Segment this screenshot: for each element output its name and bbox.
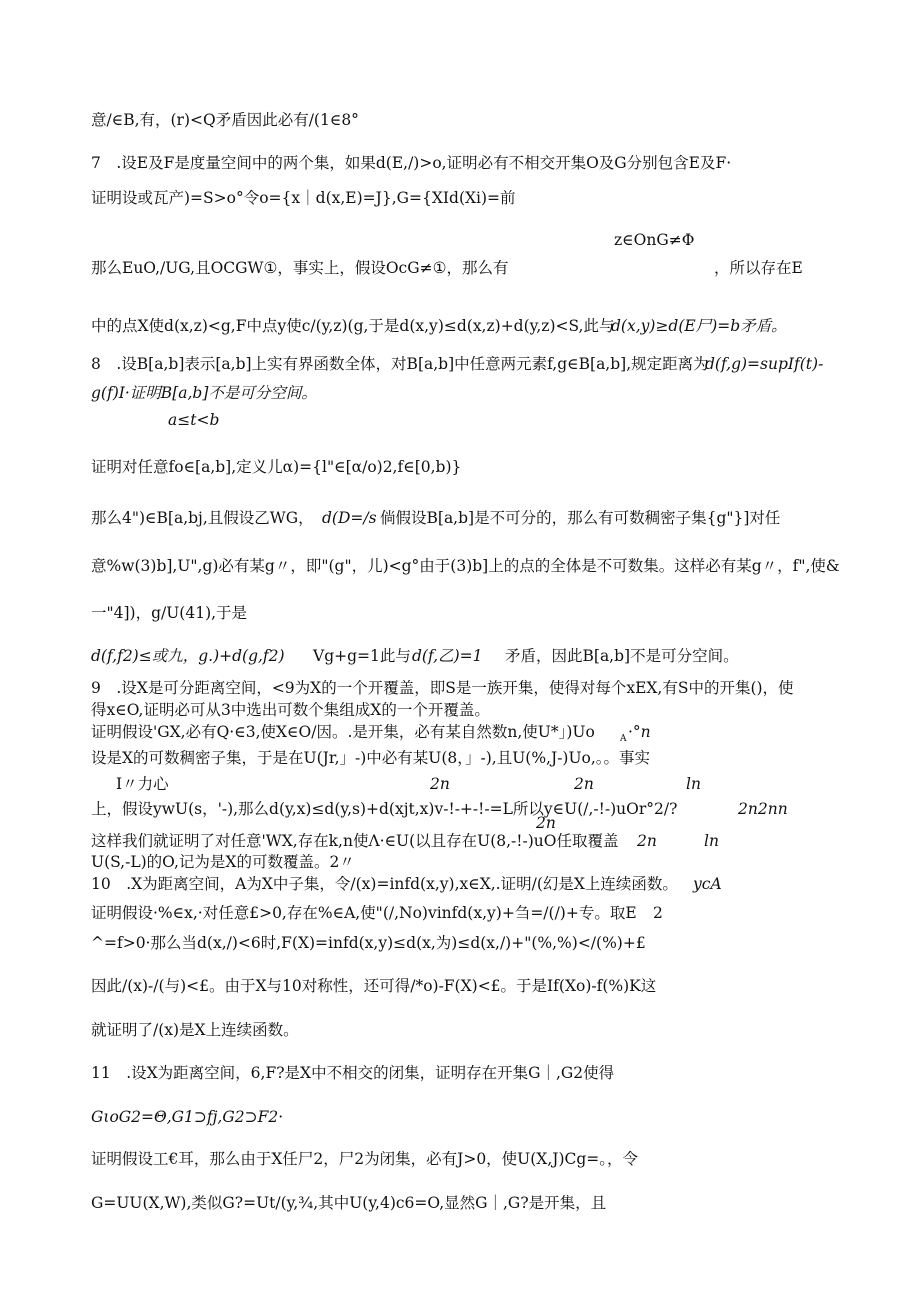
- text-line: ln: [686, 775, 701, 793]
- text-line: 这样我们就证明了对任意'WX,存在k,n使Λ·∈U(以且存在U(8,-!-)uO任取覆盖: [91, 832, 619, 850]
- text-line: 一"4])，g/U(41),于是: [91, 604, 248, 622]
- text-line: ycA: [693, 875, 722, 893]
- text-line: d(f,f2)≤或九，g.)+d(g,f2): [91, 647, 285, 665]
- text-line: 意%w(3)b],U",g)必有某g〃，即"(g"，儿)<g°由于(3)b]上的点的全体是不可数集。这样必有某g〃，f",使&: [91, 557, 840, 575]
- text-line: 2n: [637, 832, 657, 850]
- text-line: 10 .X为距离空间，A为X中子集，令/(x)=infd(x,y),x∈X,.证明/(幻是X上连续函数。: [91, 875, 678, 893]
- text-line: U(S,-L)的O,记为是X的可数覆盖。2〃: [91, 853, 355, 871]
- text-line: 意/∈B,有，(r)<Q矛盾因此必有/(1∈8°: [91, 111, 359, 129]
- text-line: ^=f>0·那么当d(x,/)<6时,F(X)=infd(x,y)≤d(x,为)≤d(x,/)+"(%,%)</(%)+£: [91, 934, 646, 952]
- text-line: 2: [653, 904, 663, 922]
- text-line: 因此/(x)-/(与)<£。由于X与10对称性，还可得/*o)-F(X)<£。于是If(Xo)-f(%)K这: [91, 977, 657, 995]
- text-line: GιoG2=Θ,G1⊃fj,G2⊃F2·: [91, 1108, 284, 1126]
- text-line: 那么4")∈B[a,bj,且假设乙WG，: [91, 509, 314, 527]
- text-line: 7 .设E及F是度量空间中的两个集，如果d(E,/)>o,证明必有不相交开集O及G分别包含E及F·: [91, 154, 732, 172]
- text-line: G=UU(X,W),类似G?=Ut/(y,¾,其中U(y,4)c6=O,显然G｜,G?是开集，且: [91, 1194, 607, 1212]
- text-line: ln: [704, 832, 719, 850]
- text-line: d(f,乙)=1: [412, 647, 483, 665]
- text-line: d(D=/s: [322, 509, 377, 527]
- text-line: 那么EuO,/UG,且OCGW①，事实上，假设OcG≠①，那么有: [91, 259, 509, 277]
- text-line: 上，假设ywU(s，'-),那么d(y,x)≤d(y,s)+d(xjt,x)v-!-+-!-=L所以y∈U(/,-!-)uOr°2/?: [91, 800, 678, 818]
- text-line: 就证明了/(x)是X上连续函数。: [91, 1021, 299, 1039]
- text-line: 中的点X使d(x,z)<g,F中点y使c/(y,z)(g,于是d(x,y)≤d(x,z)+d(y,z)<S,此与: [91, 317, 615, 335]
- text-line: a≤t<b: [168, 411, 220, 429]
- text-line: z∈OnG≠Φ: [614, 231, 695, 249]
- text-line: d(f,g)=supIf(t)-: [705, 355, 824, 373]
- text-line: 矛盾，因此B[a,b]不是可分空间。: [505, 647, 739, 665]
- text-line: 证明假设'GX,必有Q·∈3,使X∈O/因。.是开集，必有某自然数n,使U*」)Uo: [91, 723, 595, 741]
- text-line: 证明假设工€耳，那么由于X任尸2，尸2为闭集，必有J>0，使U(X,J)Cg=。，令: [91, 1150, 639, 1168]
- text-line: ·°n: [628, 723, 651, 741]
- text-line: A: [620, 734, 627, 744]
- text-line: 2n: [574, 775, 594, 793]
- text-line: Vg+g=1此与: [313, 647, 411, 665]
- text-line: 得x∈O,证明必可从3中选出可数个集组成X的一个开覆盖。: [91, 701, 490, 719]
- text-line: 证明设或瓦产)=S>o°令o={x｜d(x,E)=J},G={XId(Xi)=前: [91, 189, 516, 207]
- text-line: 设是X的可数稠密子集，于是在U(Jr,」-)中必有某U(8，」-),且U(%,J-)Uo,。。事实: [91, 749, 651, 767]
- text-line: 证明对任意fo∈[a,b],定义儿α)={l"∈[α/o)2,f∈[0,b)}: [91, 458, 462, 476]
- text-line: 证明假设·%∈x,·对任意£>0,存在%∈A,使"(/,No)vinfd(x,y)+刍=/(/)+专。取E: [91, 904, 637, 922]
- text-line: 2n: [536, 814, 556, 832]
- text-line: 2n2nn: [738, 800, 788, 818]
- text-line: 11 .设X为距离空间，6,F?是X中不相交的闭集，证明存在开集G｜,G2使得: [91, 1064, 615, 1082]
- text-line: I〃力心: [116, 775, 169, 793]
- text-line: 8 .设B[a,b]表示[a,b]上实有界函数全体，对B[a,b]中任意两元素f,g∈B[a,b],规定距离为: [91, 355, 709, 373]
- text-line: d(x,y)≥d(E尸)=b矛盾。: [611, 317, 787, 335]
- text-line: 2n: [430, 775, 450, 793]
- text-line: 9 .设X是可分距离空间，<9为X的一个开覆盖，即S是一族开集，使得对每个xEX,有S中的开集()，使: [91, 679, 794, 697]
- text-line: g(f)I·证明B[a,b]不是可分空间。: [91, 384, 317, 402]
- text-line: 倘假设B[a,b]是不可分的，那么有可数稠密子集{g"}]对任: [380, 509, 781, 527]
- text-line: ，所以存在E: [714, 259, 803, 277]
